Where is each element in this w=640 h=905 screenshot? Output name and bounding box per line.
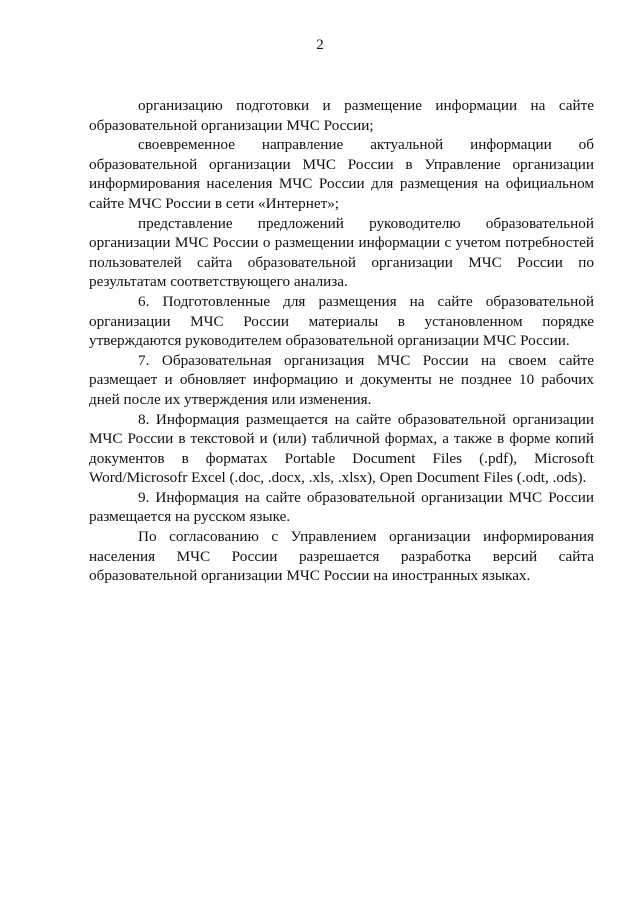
document-body <box>89 96 594 586</box>
paragraph-foreign-versions: По согласованию с Управлением организации информирования населения МЧС России разрешается разработка версий сайта образовательной организации МЧС России на иностранных языках. <box>89 528 594 585</box>
paragraph-proposals: представление предложений руководителю образовательной организации МЧС России о размещении информации с учетом потребностей пользователей сайта образовательной организации МЧС России по результатам соответствующего анализа. <box>89 214 594 291</box>
paragraph-item-7: 7. Образовательная организация МЧС России на своем сайте размещает и обновляет информацию и документы не позднее 10 рабочих дней после их утверждения или изменения. <box>89 351 594 408</box>
paragraph-item-6: 6. Подготовленные для размещения на сайте образовательной организации МЧС России материалы в установленном порядке утверждаются руководителем образовательной организации МЧС России. <box>89 292 594 350</box>
paragraph-organization-preparation: организацию подготовки и размещение информации на сайте образовательной организации МЧС России; <box>89 97 594 134</box>
page-number: 2 <box>316 37 324 53</box>
paragraph-item-8: 8. Информация размещается на сайте образовательной организации МЧС России в текстовой и (или) табличной формах, а также в форме копий документов в форматах Portable Document Files (.pdf), Microsoft Word/Microsofr Excel (.doc, .docx, .xls, .xlsx), Open Document Files (.odt, .ods). <box>89 410 594 487</box>
paragraph-timely-submission: своевременное направление актуальной информации об образовательной организации МЧС России в Управление организации информирования населения МЧС России для размещения на официальном сайте МЧС России в сети «Интернет»; <box>89 136 594 212</box>
paragraph-item-9: 9. Информация на сайте образовательной организации МЧС России размещается на русском языке. <box>89 488 594 526</box>
